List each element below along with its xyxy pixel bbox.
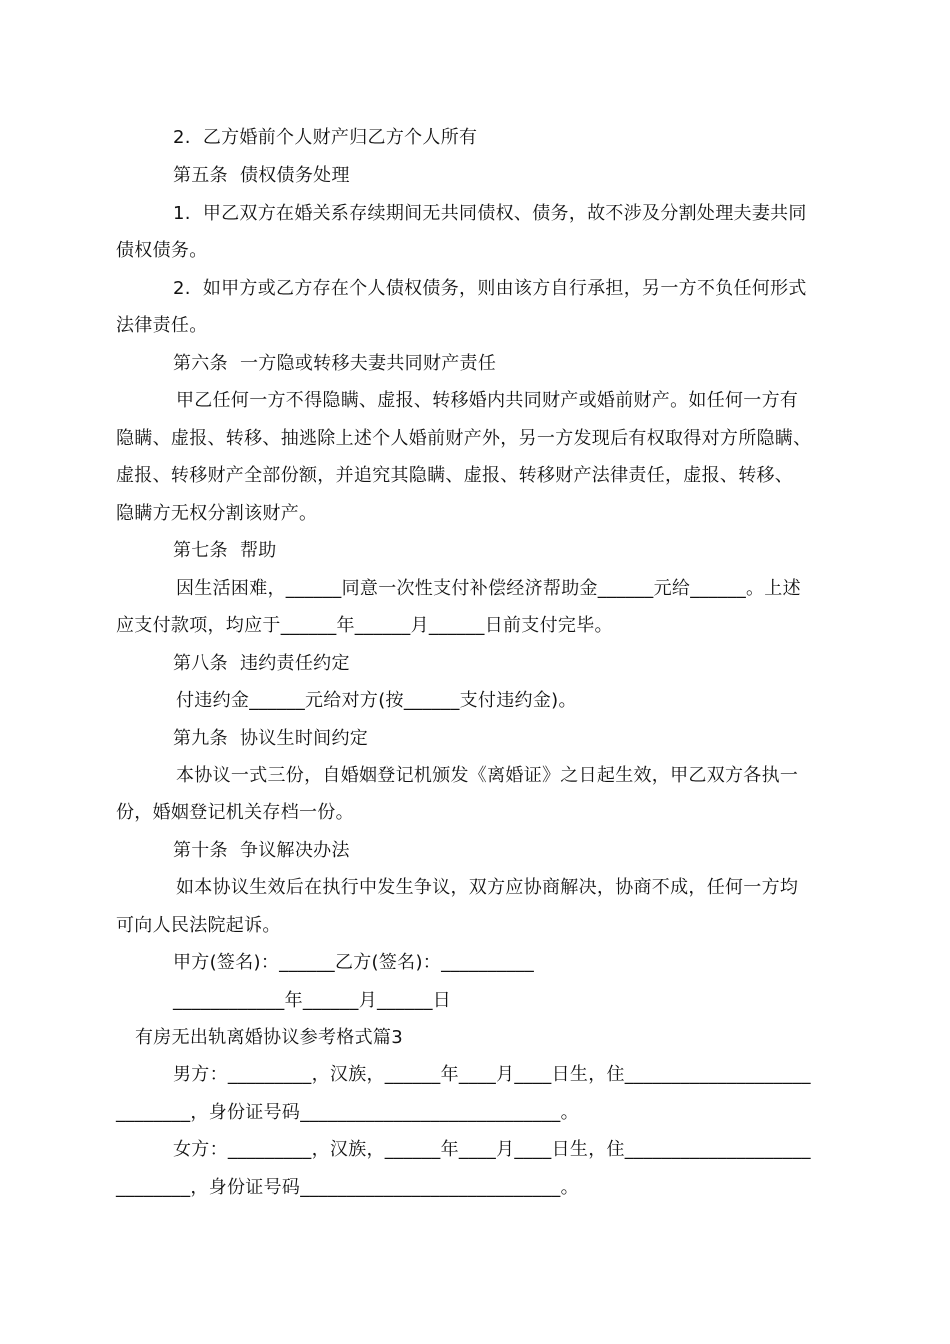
article-5-item-2-line-1: 2. 如甲方或乙方存在个人债权债务，则由该方自行承担，另一方不负任何形式: [173, 278, 807, 299]
article-7-body-line-2: 应支付款项，均应于______年______月______日前支付完毕。: [116, 615, 613, 636]
male-party-line-1: 男方：_________，汉族，______年____月____日生，住____________________: [173, 1064, 811, 1085]
article-5-item-2-line-2: 法律责任。: [116, 315, 208, 336]
article-9-heading: 第九条 协议生时间约定: [173, 728, 369, 749]
male-party-line-2: ________，身份证号码____________________________。: [116, 1102, 579, 1123]
section-title-3: 有房无出轨离婚协议参考格式篇3: [135, 1027, 403, 1048]
article-6-body-line-3: 虚报、转移财产全部份额，并追究其隐瞒、虚报、转移财产法律责任，虚报、转移、: [116, 465, 794, 486]
article-7-body-line-1: 因生活困难，______同意一次性支付补偿经济帮助金______元给______。上述: [176, 578, 801, 599]
female-party-line-2: ________，身份证号码____________________________。: [116, 1177, 579, 1198]
article-9-body-line-2: 份，婚姻登记机关存档一份。: [116, 802, 354, 823]
article-6-heading: 第六条 一方隐或转移夫妻共同财产责任: [173, 353, 497, 374]
article-10-body-line-2: 可向人民法院起诉。: [116, 915, 281, 936]
article-5-item-1-line-2: 债权债务。: [116, 240, 208, 261]
article-9-body-line-1: 本协议一式三份，自婚姻登记机颁发《离婚证》之日起生效，甲乙双方各执一: [176, 765, 799, 786]
article-6-body-line-1: 甲乙任何一方不得隐瞒、虚报、转移婚内共同财产或婚前财产。如任何一方有: [176, 390, 799, 411]
article-10-body-line-1: 如本协议生效后在执行中发生争议，双方应协商解决，协商不成，任何一方均: [176, 877, 799, 898]
article-8-body: 付违约金______元给对方(按______支付违约金)。: [176, 690, 577, 711]
article-10-heading: 第十条 争议解决办法: [173, 840, 350, 861]
female-party-line-1: 女方：_________，汉族，______年____月____日生，住____________________: [173, 1139, 811, 1160]
article-5-heading: 第五条 债权债务处理: [173, 165, 350, 186]
article-7-heading: 第七条 帮助: [173, 540, 277, 561]
article-5-item-1-line-1: 1. 甲乙双方在婚关系存续期间无共同债权、债务，故不涉及分割处理夫妻共同: [173, 203, 807, 224]
article-6-body-line-4: 隐瞒方无权分割该财产。: [116, 503, 318, 524]
article-8-heading: 第八条 违约责任约定: [173, 653, 350, 674]
signature-date-line: ____________年______月______日: [173, 990, 452, 1011]
signature-line: 甲方(签名)：______乙方(签名)：__________: [173, 952, 535, 973]
article-6-body-line-2: 隐瞒、虚报、转移、抽逃除上述个人婚前财产外，另一方发现后有权取得对方所隐瞒、: [116, 428, 812, 449]
item-2-premarital-property: 2. 乙方婚前个人财产归乙方个人所有: [173, 127, 478, 148]
